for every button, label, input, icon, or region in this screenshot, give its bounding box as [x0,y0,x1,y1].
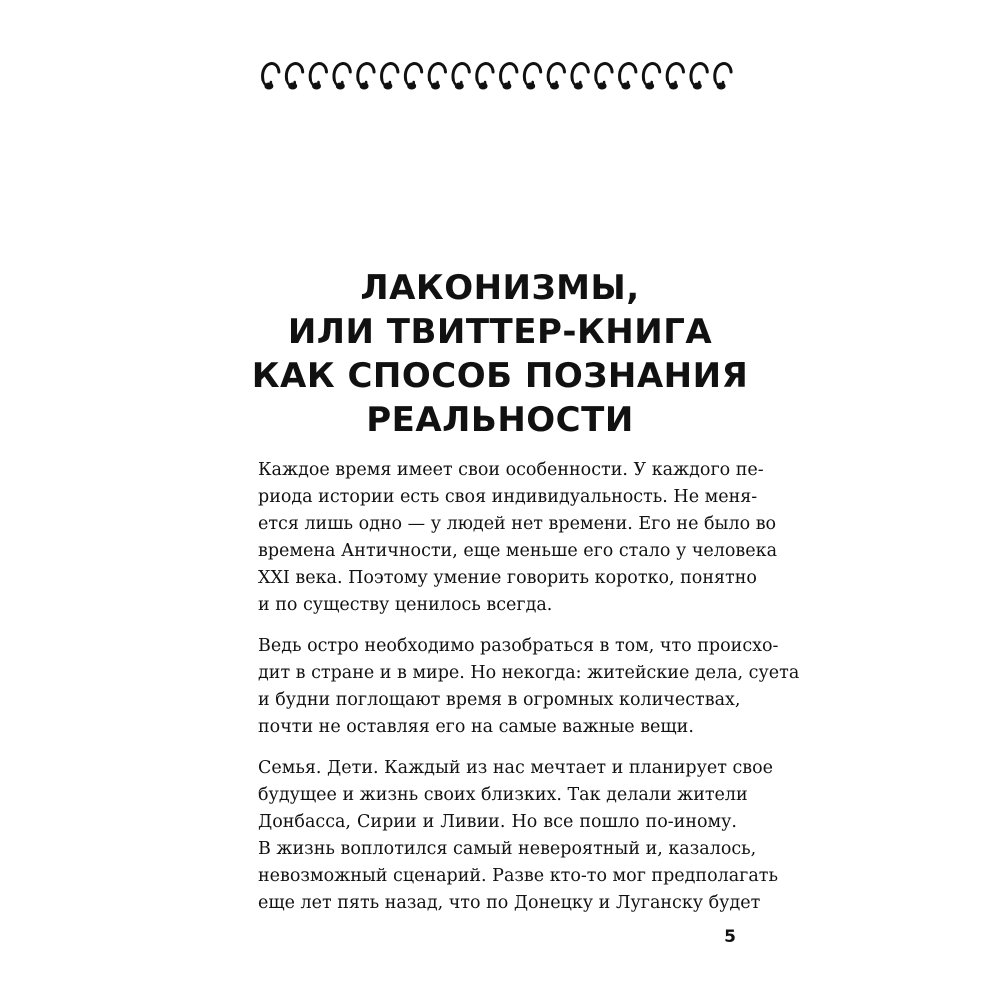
text-line: дит в стране и в мире. Но некогда: житейские дела, суета [258,663,800,683]
spiral-ring-icon [453,64,469,90]
spiral-ring-icon [286,64,302,90]
spiral-ring-icon [691,64,707,90]
spiral-ring-icon [358,64,374,90]
text-line: В жизнь воплотился самый невероятный и, казалось, [258,839,757,859]
text-line: еще лет пять назад, что по Донецку и Луганску будет [258,893,761,913]
text-line: Донбасса, Сирии и Ливии. Но все пошло по-иному. [258,812,737,832]
spiral-ring-icon [263,64,279,90]
spiral-ring-icon [382,64,398,90]
spiral-ring-icon [715,64,731,90]
text-line: Ведь остро необходимо разобраться в том, что происхо- [258,636,779,656]
spiral-ring-icon [572,64,588,90]
page-number: 5 [724,927,736,947]
spiral-ring-icon [477,64,493,90]
spiral-binding-icon [258,50,734,100]
paragraph [258,633,800,741]
spiral-ring-icon [667,64,683,90]
paragraph [258,755,778,917]
text-line: невозможный сценарий. Разве кто-то мог предполагать [258,866,778,886]
text-line: и будни поглощают время в огромных количествах, [258,690,741,710]
spiral-ring-icon [524,64,540,90]
spiral-ring-icon [310,64,326,90]
spiral-ring-icon [548,64,564,90]
spiral-ring-icon [620,64,636,90]
spiral-ring-icon [429,64,445,90]
paragraph [258,457,778,619]
chapter-title-line: РЕАЛЬНОСТИ [366,400,634,440]
chapter-title-line: ЛАКОНИЗМЫ, [360,268,640,308]
spiral-ring-icon [643,64,659,90]
spiral-ring-icon [596,64,612,90]
text-line: будущее и жизнь своих близких. Так делали жители [258,785,748,805]
text-line: Каждое время имеет свои особенности. У каждого пе- [258,460,764,480]
chapter-title-line: ИЛИ ТВИТТЕР-КНИГА [287,312,713,352]
chapter-title-line: КАК СПОСОБ ПОЗНАНИЯ [251,356,749,396]
text-line: почти не оставляя его на самые важные вещи. [258,717,694,737]
text-line: ется лишь одно — у людей нет времени. Его не было во [258,514,777,534]
spiral-ring-icon [334,64,350,90]
text-line: XXI века. Поэтому умение говорить коротко, понятно [258,568,757,588]
spiral-ring-icon [501,64,517,90]
text-line: риода истории есть своя индивидуальность. Не меня- [258,487,758,507]
chapter-title [200,266,800,442]
text-line: Семья. Дети. Каждый из нас мечтает и планирует свое [258,758,774,778]
spiral-ring-icon [405,64,421,90]
body-text [258,457,800,931]
text-line: времена Античности, еще меньше его стало у человека [258,541,778,561]
text-line: и по существу ценилось всегда. [258,595,553,615]
